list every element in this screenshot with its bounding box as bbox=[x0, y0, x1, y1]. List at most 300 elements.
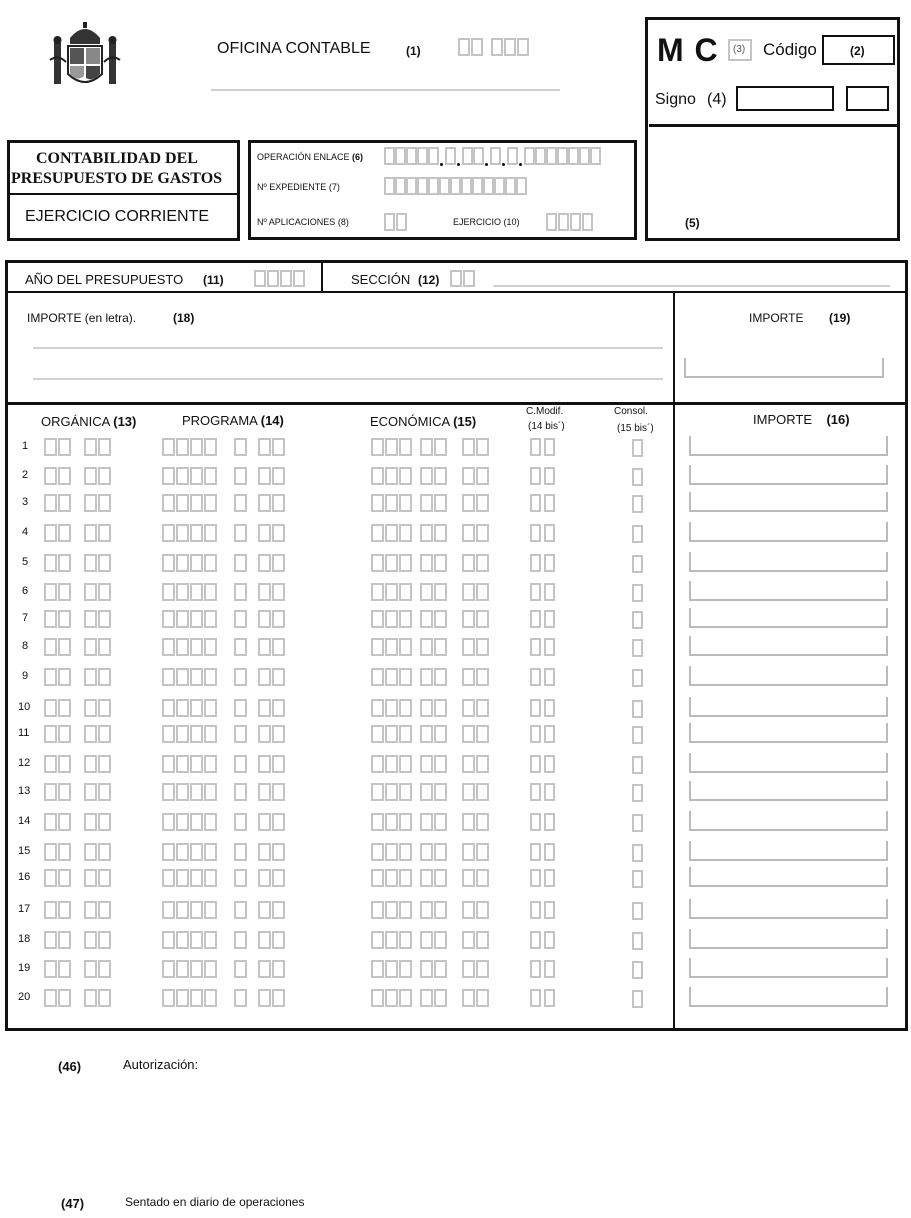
economica-box[interactable] bbox=[420, 699, 433, 717]
programa-box[interactable] bbox=[176, 610, 189, 628]
programa-box[interactable] bbox=[176, 901, 189, 919]
organica-box[interactable] bbox=[44, 610, 57, 628]
economica-box[interactable] bbox=[462, 869, 475, 887]
programa-box[interactable] bbox=[162, 638, 175, 656]
economica-box[interactable] bbox=[462, 638, 475, 656]
organica-box[interactable] bbox=[98, 610, 111, 628]
programa-box[interactable] bbox=[272, 638, 285, 656]
anio-char-box[interactable] bbox=[280, 270, 292, 287]
expediente-char-box[interactable] bbox=[483, 177, 494, 195]
organica-box[interactable] bbox=[84, 843, 97, 861]
economica-box[interactable] bbox=[385, 869, 398, 887]
economica-box[interactable] bbox=[420, 755, 433, 773]
economica-box[interactable] bbox=[420, 438, 433, 456]
economica-box[interactable] bbox=[420, 583, 433, 601]
cmodif-box[interactable] bbox=[544, 755, 555, 773]
economica-box[interactable] bbox=[371, 989, 384, 1007]
programa-box[interactable] bbox=[190, 960, 203, 978]
cmodif-box[interactable] bbox=[530, 638, 541, 656]
programa-box[interactable] bbox=[162, 869, 175, 887]
economica-box[interactable] bbox=[434, 869, 447, 887]
organica-box[interactable] bbox=[44, 638, 57, 656]
economica-box[interactable] bbox=[462, 960, 475, 978]
consol-box[interactable] bbox=[632, 468, 643, 486]
economica-box[interactable] bbox=[385, 783, 398, 801]
cmodif-box[interactable] bbox=[530, 438, 541, 456]
programa-box[interactable] bbox=[176, 494, 189, 512]
organica-box[interactable] bbox=[84, 699, 97, 717]
economica-box[interactable] bbox=[476, 668, 489, 686]
signo-field-2[interactable] bbox=[846, 86, 889, 111]
programa-box[interactable] bbox=[190, 699, 203, 717]
programa-box[interactable] bbox=[272, 869, 285, 887]
programa-box[interactable] bbox=[258, 931, 271, 949]
organica-box[interactable] bbox=[98, 554, 111, 572]
consol-box[interactable] bbox=[632, 700, 643, 718]
organica-box[interactable] bbox=[58, 725, 71, 743]
economica-box[interactable] bbox=[476, 725, 489, 743]
programa-box[interactable] bbox=[234, 699, 247, 717]
economica-box[interactable] bbox=[371, 699, 384, 717]
cmodif-box[interactable] bbox=[530, 725, 541, 743]
organica-box[interactable] bbox=[98, 901, 111, 919]
programa-box[interactable] bbox=[190, 610, 203, 628]
cmodif-box[interactable] bbox=[530, 989, 541, 1007]
economica-box[interactable] bbox=[399, 843, 412, 861]
organica-box[interactable] bbox=[58, 783, 71, 801]
programa-box[interactable] bbox=[162, 554, 175, 572]
programa-box[interactable] bbox=[204, 755, 217, 773]
organica-box[interactable] bbox=[58, 583, 71, 601]
economica-box[interactable] bbox=[476, 524, 489, 542]
economica-box[interactable] bbox=[462, 610, 475, 628]
organica-box[interactable] bbox=[98, 638, 111, 656]
economica-box[interactable] bbox=[399, 494, 412, 512]
programa-box[interactable] bbox=[190, 638, 203, 656]
cmodif-box[interactable] bbox=[544, 494, 555, 512]
cmodif-box[interactable] bbox=[530, 699, 541, 717]
programa-box[interactable] bbox=[234, 554, 247, 572]
programa-box[interactable] bbox=[162, 931, 175, 949]
programa-box[interactable] bbox=[272, 494, 285, 512]
programa-box[interactable] bbox=[162, 783, 175, 801]
economica-box[interactable] bbox=[420, 813, 433, 831]
operacion-char-box[interactable] bbox=[395, 147, 406, 165]
programa-box[interactable] bbox=[258, 668, 271, 686]
programa-box[interactable] bbox=[272, 783, 285, 801]
importe-16-field[interactable] bbox=[689, 781, 888, 801]
oficina-char-box[interactable] bbox=[491, 38, 503, 56]
economica-box[interactable] bbox=[371, 813, 384, 831]
economica-box[interactable] bbox=[399, 699, 412, 717]
cmodif-box[interactable] bbox=[530, 668, 541, 686]
programa-box[interactable] bbox=[272, 843, 285, 861]
organica-box[interactable] bbox=[84, 755, 97, 773]
programa-box[interactable] bbox=[204, 438, 217, 456]
aplicaciones-char-box[interactable] bbox=[396, 213, 407, 231]
programa-box[interactable] bbox=[258, 755, 271, 773]
programa-box[interactable] bbox=[176, 755, 189, 773]
programa-box[interactable] bbox=[258, 960, 271, 978]
programa-box[interactable] bbox=[176, 438, 189, 456]
cmodif-box[interactable] bbox=[530, 869, 541, 887]
economica-box[interactable] bbox=[476, 583, 489, 601]
economica-box[interactable] bbox=[434, 554, 447, 572]
programa-box[interactable] bbox=[258, 610, 271, 628]
programa-box[interactable] bbox=[162, 699, 175, 717]
programa-box[interactable] bbox=[190, 668, 203, 686]
programa-box[interactable] bbox=[272, 524, 285, 542]
programa-box[interactable] bbox=[272, 755, 285, 773]
organica-box[interactable] bbox=[84, 960, 97, 978]
programa-box[interactable] bbox=[162, 524, 175, 542]
programa-box[interactable] bbox=[162, 668, 175, 686]
importe-16-field[interactable] bbox=[689, 436, 888, 456]
organica-box[interactable] bbox=[84, 901, 97, 919]
economica-box[interactable] bbox=[434, 901, 447, 919]
economica-box[interactable] bbox=[399, 813, 412, 831]
organica-box[interactable] bbox=[58, 438, 71, 456]
consol-box[interactable] bbox=[632, 495, 643, 513]
expediente-char-box[interactable] bbox=[494, 177, 505, 195]
programa-box[interactable] bbox=[176, 869, 189, 887]
programa-box[interactable] bbox=[234, 467, 247, 485]
programa-box[interactable] bbox=[258, 583, 271, 601]
organica-box[interactable] bbox=[98, 699, 111, 717]
economica-box[interactable] bbox=[462, 843, 475, 861]
expediente-char-box[interactable] bbox=[439, 177, 450, 195]
expediente-char-box[interactable] bbox=[516, 177, 527, 195]
organica-box[interactable] bbox=[58, 869, 71, 887]
economica-box[interactable] bbox=[399, 960, 412, 978]
economica-box[interactable] bbox=[420, 494, 433, 512]
economica-box[interactable] bbox=[371, 783, 384, 801]
programa-box[interactable] bbox=[190, 989, 203, 1007]
programa-box[interactable] bbox=[272, 813, 285, 831]
programa-box[interactable] bbox=[258, 901, 271, 919]
economica-box[interactable] bbox=[462, 783, 475, 801]
programa-box[interactable] bbox=[176, 467, 189, 485]
ejercicio-char-box[interactable] bbox=[570, 213, 581, 231]
programa-box[interactable] bbox=[272, 699, 285, 717]
economica-box[interactable] bbox=[434, 783, 447, 801]
cmodif-box[interactable] bbox=[544, 813, 555, 831]
anio-char-box[interactable] bbox=[267, 270, 279, 287]
operacion-char-box[interactable] bbox=[384, 147, 395, 165]
programa-box[interactable] bbox=[234, 668, 247, 686]
economica-box[interactable] bbox=[399, 438, 412, 456]
organica-box[interactable] bbox=[98, 467, 111, 485]
programa-box[interactable] bbox=[162, 583, 175, 601]
cmodif-box[interactable] bbox=[530, 843, 541, 861]
economica-box[interactable] bbox=[462, 554, 475, 572]
organica-box[interactable] bbox=[58, 554, 71, 572]
programa-box[interactable] bbox=[234, 583, 247, 601]
economica-box[interactable] bbox=[434, 438, 447, 456]
economica-box[interactable] bbox=[399, 524, 412, 542]
economica-box[interactable] bbox=[476, 467, 489, 485]
organica-box[interactable] bbox=[58, 755, 71, 773]
economica-box[interactable] bbox=[399, 554, 412, 572]
programa-box[interactable] bbox=[204, 524, 217, 542]
economica-box[interactable] bbox=[462, 725, 475, 743]
economica-box[interactable] bbox=[476, 554, 489, 572]
programa-box[interactable] bbox=[204, 869, 217, 887]
economica-box[interactable] bbox=[476, 931, 489, 949]
programa-box[interactable] bbox=[258, 783, 271, 801]
programa-box[interactable] bbox=[190, 869, 203, 887]
economica-box[interactable] bbox=[385, 554, 398, 572]
programa-box[interactable] bbox=[234, 989, 247, 1007]
economica-box[interactable] bbox=[371, 583, 384, 601]
organica-box[interactable] bbox=[44, 438, 57, 456]
cmodif-box[interactable] bbox=[544, 668, 555, 686]
organica-box[interactable] bbox=[58, 610, 71, 628]
organica-box[interactable] bbox=[58, 638, 71, 656]
organica-box[interactable] bbox=[44, 524, 57, 542]
organica-box[interactable] bbox=[98, 438, 111, 456]
programa-box[interactable] bbox=[204, 813, 217, 831]
organica-box[interactable] bbox=[98, 583, 111, 601]
organica-box[interactable] bbox=[98, 494, 111, 512]
programa-box[interactable] bbox=[258, 843, 271, 861]
programa-box[interactable] bbox=[176, 699, 189, 717]
consol-box[interactable] bbox=[632, 844, 643, 862]
programa-box[interactable] bbox=[176, 783, 189, 801]
economica-box[interactable] bbox=[385, 901, 398, 919]
economica-box[interactable] bbox=[385, 843, 398, 861]
organica-box[interactable] bbox=[98, 725, 111, 743]
economica-box[interactable] bbox=[385, 931, 398, 949]
cmodif-box[interactable] bbox=[530, 610, 541, 628]
importe-16-field[interactable] bbox=[689, 841, 888, 861]
economica-box[interactable] bbox=[462, 494, 475, 512]
importe-16-field[interactable] bbox=[689, 492, 888, 512]
programa-box[interactable] bbox=[258, 638, 271, 656]
programa-box[interactable] bbox=[258, 467, 271, 485]
economica-box[interactable] bbox=[385, 494, 398, 512]
operacion-char-box[interactable] bbox=[406, 147, 417, 165]
organica-box[interactable] bbox=[98, 989, 111, 1007]
economica-box[interactable] bbox=[462, 989, 475, 1007]
importe-16-field[interactable] bbox=[689, 929, 888, 949]
organica-box[interactable] bbox=[84, 524, 97, 542]
organica-box[interactable] bbox=[44, 494, 57, 512]
programa-box[interactable] bbox=[272, 438, 285, 456]
importe-16-field[interactable] bbox=[689, 811, 888, 831]
importe-16-field[interactable] bbox=[689, 666, 888, 686]
anio-char-box[interactable] bbox=[254, 270, 266, 287]
cmodif-box[interactable] bbox=[544, 638, 555, 656]
economica-box[interactable] bbox=[371, 960, 384, 978]
programa-box[interactable] bbox=[204, 554, 217, 572]
organica-box[interactable] bbox=[84, 931, 97, 949]
organica-box[interactable] bbox=[58, 901, 71, 919]
organica-box[interactable] bbox=[44, 869, 57, 887]
organica-box[interactable] bbox=[58, 494, 71, 512]
expediente-char-box[interactable] bbox=[406, 177, 417, 195]
economica-box[interactable] bbox=[385, 813, 398, 831]
importe-letra-line-1[interactable] bbox=[33, 347, 663, 349]
importe-16-field[interactable] bbox=[689, 608, 888, 628]
programa-box[interactable] bbox=[234, 725, 247, 743]
economica-box[interactable] bbox=[476, 960, 489, 978]
operacion-char-box[interactable] bbox=[579, 147, 590, 165]
economica-box[interactable] bbox=[385, 638, 398, 656]
programa-box[interactable] bbox=[190, 783, 203, 801]
programa-box[interactable] bbox=[204, 638, 217, 656]
economica-box[interactable] bbox=[476, 638, 489, 656]
programa-box[interactable] bbox=[162, 901, 175, 919]
programa-box[interactable] bbox=[162, 494, 175, 512]
organica-box[interactable] bbox=[84, 869, 97, 887]
programa-box[interactable] bbox=[162, 843, 175, 861]
economica-box[interactable] bbox=[371, 467, 384, 485]
economica-box[interactable] bbox=[462, 467, 475, 485]
cmodif-box[interactable] bbox=[530, 583, 541, 601]
economica-box[interactable] bbox=[462, 699, 475, 717]
operacion-char-box[interactable] bbox=[557, 147, 568, 165]
organica-box[interactable] bbox=[44, 901, 57, 919]
programa-box[interactable] bbox=[176, 931, 189, 949]
programa-box[interactable] bbox=[272, 901, 285, 919]
organica-box[interactable] bbox=[98, 813, 111, 831]
economica-box[interactable] bbox=[434, 813, 447, 831]
economica-box[interactable] bbox=[371, 931, 384, 949]
economica-box[interactable] bbox=[385, 610, 398, 628]
programa-box[interactable] bbox=[234, 755, 247, 773]
cmodif-box[interactable] bbox=[530, 931, 541, 949]
organica-box[interactable] bbox=[84, 494, 97, 512]
economica-box[interactable] bbox=[385, 583, 398, 601]
economica-box[interactable] bbox=[462, 755, 475, 773]
cmodif-box[interactable] bbox=[544, 610, 555, 628]
operacion-char-box[interactable] bbox=[535, 147, 546, 165]
expediente-char-box[interactable] bbox=[428, 177, 439, 195]
economica-box[interactable] bbox=[385, 668, 398, 686]
operacion-char-box[interactable] bbox=[507, 147, 518, 165]
economica-box[interactable] bbox=[399, 931, 412, 949]
organica-box[interactable] bbox=[84, 610, 97, 628]
programa-box[interactable] bbox=[272, 467, 285, 485]
ejercicio-char-box[interactable] bbox=[558, 213, 569, 231]
cmodif-box[interactable] bbox=[544, 931, 555, 949]
economica-box[interactable] bbox=[399, 755, 412, 773]
programa-box[interactable] bbox=[204, 610, 217, 628]
organica-box[interactable] bbox=[44, 725, 57, 743]
economica-box[interactable] bbox=[371, 901, 384, 919]
economica-box[interactable] bbox=[385, 989, 398, 1007]
organica-box[interactable] bbox=[98, 524, 111, 542]
cmodif-box[interactable] bbox=[544, 843, 555, 861]
economica-box[interactable] bbox=[385, 725, 398, 743]
programa-box[interactable] bbox=[176, 813, 189, 831]
economica-box[interactable] bbox=[420, 931, 433, 949]
economica-box[interactable] bbox=[462, 901, 475, 919]
programa-box[interactable] bbox=[176, 725, 189, 743]
cmodif-box[interactable] bbox=[544, 554, 555, 572]
expediente-char-box[interactable] bbox=[417, 177, 428, 195]
importe-16-field[interactable] bbox=[689, 636, 888, 656]
programa-box[interactable] bbox=[234, 494, 247, 512]
economica-box[interactable] bbox=[420, 901, 433, 919]
programa-box[interactable] bbox=[258, 989, 271, 1007]
cmodif-box[interactable] bbox=[544, 725, 555, 743]
economica-box[interactable] bbox=[399, 668, 412, 686]
programa-box[interactable] bbox=[176, 583, 189, 601]
economica-box[interactable] bbox=[399, 583, 412, 601]
programa-box[interactable] bbox=[258, 494, 271, 512]
economica-box[interactable] bbox=[420, 843, 433, 861]
economica-box[interactable] bbox=[476, 869, 489, 887]
programa-box[interactable] bbox=[162, 755, 175, 773]
cmodif-box[interactable] bbox=[530, 901, 541, 919]
economica-box[interactable] bbox=[399, 869, 412, 887]
operacion-char-box[interactable] bbox=[462, 147, 473, 165]
economica-box[interactable] bbox=[434, 524, 447, 542]
economica-box[interactable] bbox=[399, 783, 412, 801]
importe-16-field[interactable] bbox=[689, 581, 888, 601]
expediente-char-box[interactable] bbox=[461, 177, 472, 195]
programa-box[interactable] bbox=[190, 494, 203, 512]
programa-box[interactable] bbox=[234, 610, 247, 628]
economica-box[interactable] bbox=[434, 494, 447, 512]
economica-box[interactable] bbox=[462, 813, 475, 831]
economica-box[interactable] bbox=[434, 960, 447, 978]
consol-box[interactable] bbox=[632, 902, 643, 920]
oficina-char-box[interactable] bbox=[458, 38, 470, 56]
importe-16-field[interactable] bbox=[689, 753, 888, 773]
cmodif-box[interactable] bbox=[530, 494, 541, 512]
programa-box[interactable] bbox=[234, 638, 247, 656]
economica-box[interactable] bbox=[420, 960, 433, 978]
economica-box[interactable] bbox=[462, 524, 475, 542]
cmodif-box[interactable] bbox=[544, 783, 555, 801]
cmodif-box[interactable] bbox=[544, 869, 555, 887]
economica-box[interactable] bbox=[371, 554, 384, 572]
programa-box[interactable] bbox=[234, 901, 247, 919]
economica-box[interactable] bbox=[385, 755, 398, 773]
economica-box[interactable] bbox=[420, 610, 433, 628]
programa-box[interactable] bbox=[272, 668, 285, 686]
programa-box[interactable] bbox=[258, 699, 271, 717]
programa-box[interactable] bbox=[258, 438, 271, 456]
organica-box[interactable] bbox=[98, 755, 111, 773]
consol-box[interactable] bbox=[632, 726, 643, 744]
cmodif-box[interactable] bbox=[544, 438, 555, 456]
organica-box[interactable] bbox=[84, 989, 97, 1007]
programa-box[interactable] bbox=[234, 813, 247, 831]
importe-letra-line-2[interactable] bbox=[33, 378, 663, 380]
consol-box[interactable] bbox=[632, 756, 643, 774]
economica-box[interactable] bbox=[420, 524, 433, 542]
programa-box[interactable] bbox=[258, 725, 271, 743]
cmodif-box[interactable] bbox=[530, 783, 541, 801]
operacion-char-box[interactable] bbox=[546, 147, 557, 165]
programa-box[interactable] bbox=[234, 524, 247, 542]
economica-box[interactable] bbox=[462, 438, 475, 456]
organica-box[interactable] bbox=[84, 725, 97, 743]
economica-box[interactable] bbox=[385, 524, 398, 542]
organica-box[interactable] bbox=[58, 931, 71, 949]
economica-box[interactable] bbox=[476, 813, 489, 831]
programa-box[interactable] bbox=[176, 524, 189, 542]
organica-box[interactable] bbox=[44, 813, 57, 831]
operacion-char-box[interactable] bbox=[568, 147, 579, 165]
organica-box[interactable] bbox=[44, 699, 57, 717]
economica-box[interactable] bbox=[371, 725, 384, 743]
programa-box[interactable] bbox=[272, 960, 285, 978]
